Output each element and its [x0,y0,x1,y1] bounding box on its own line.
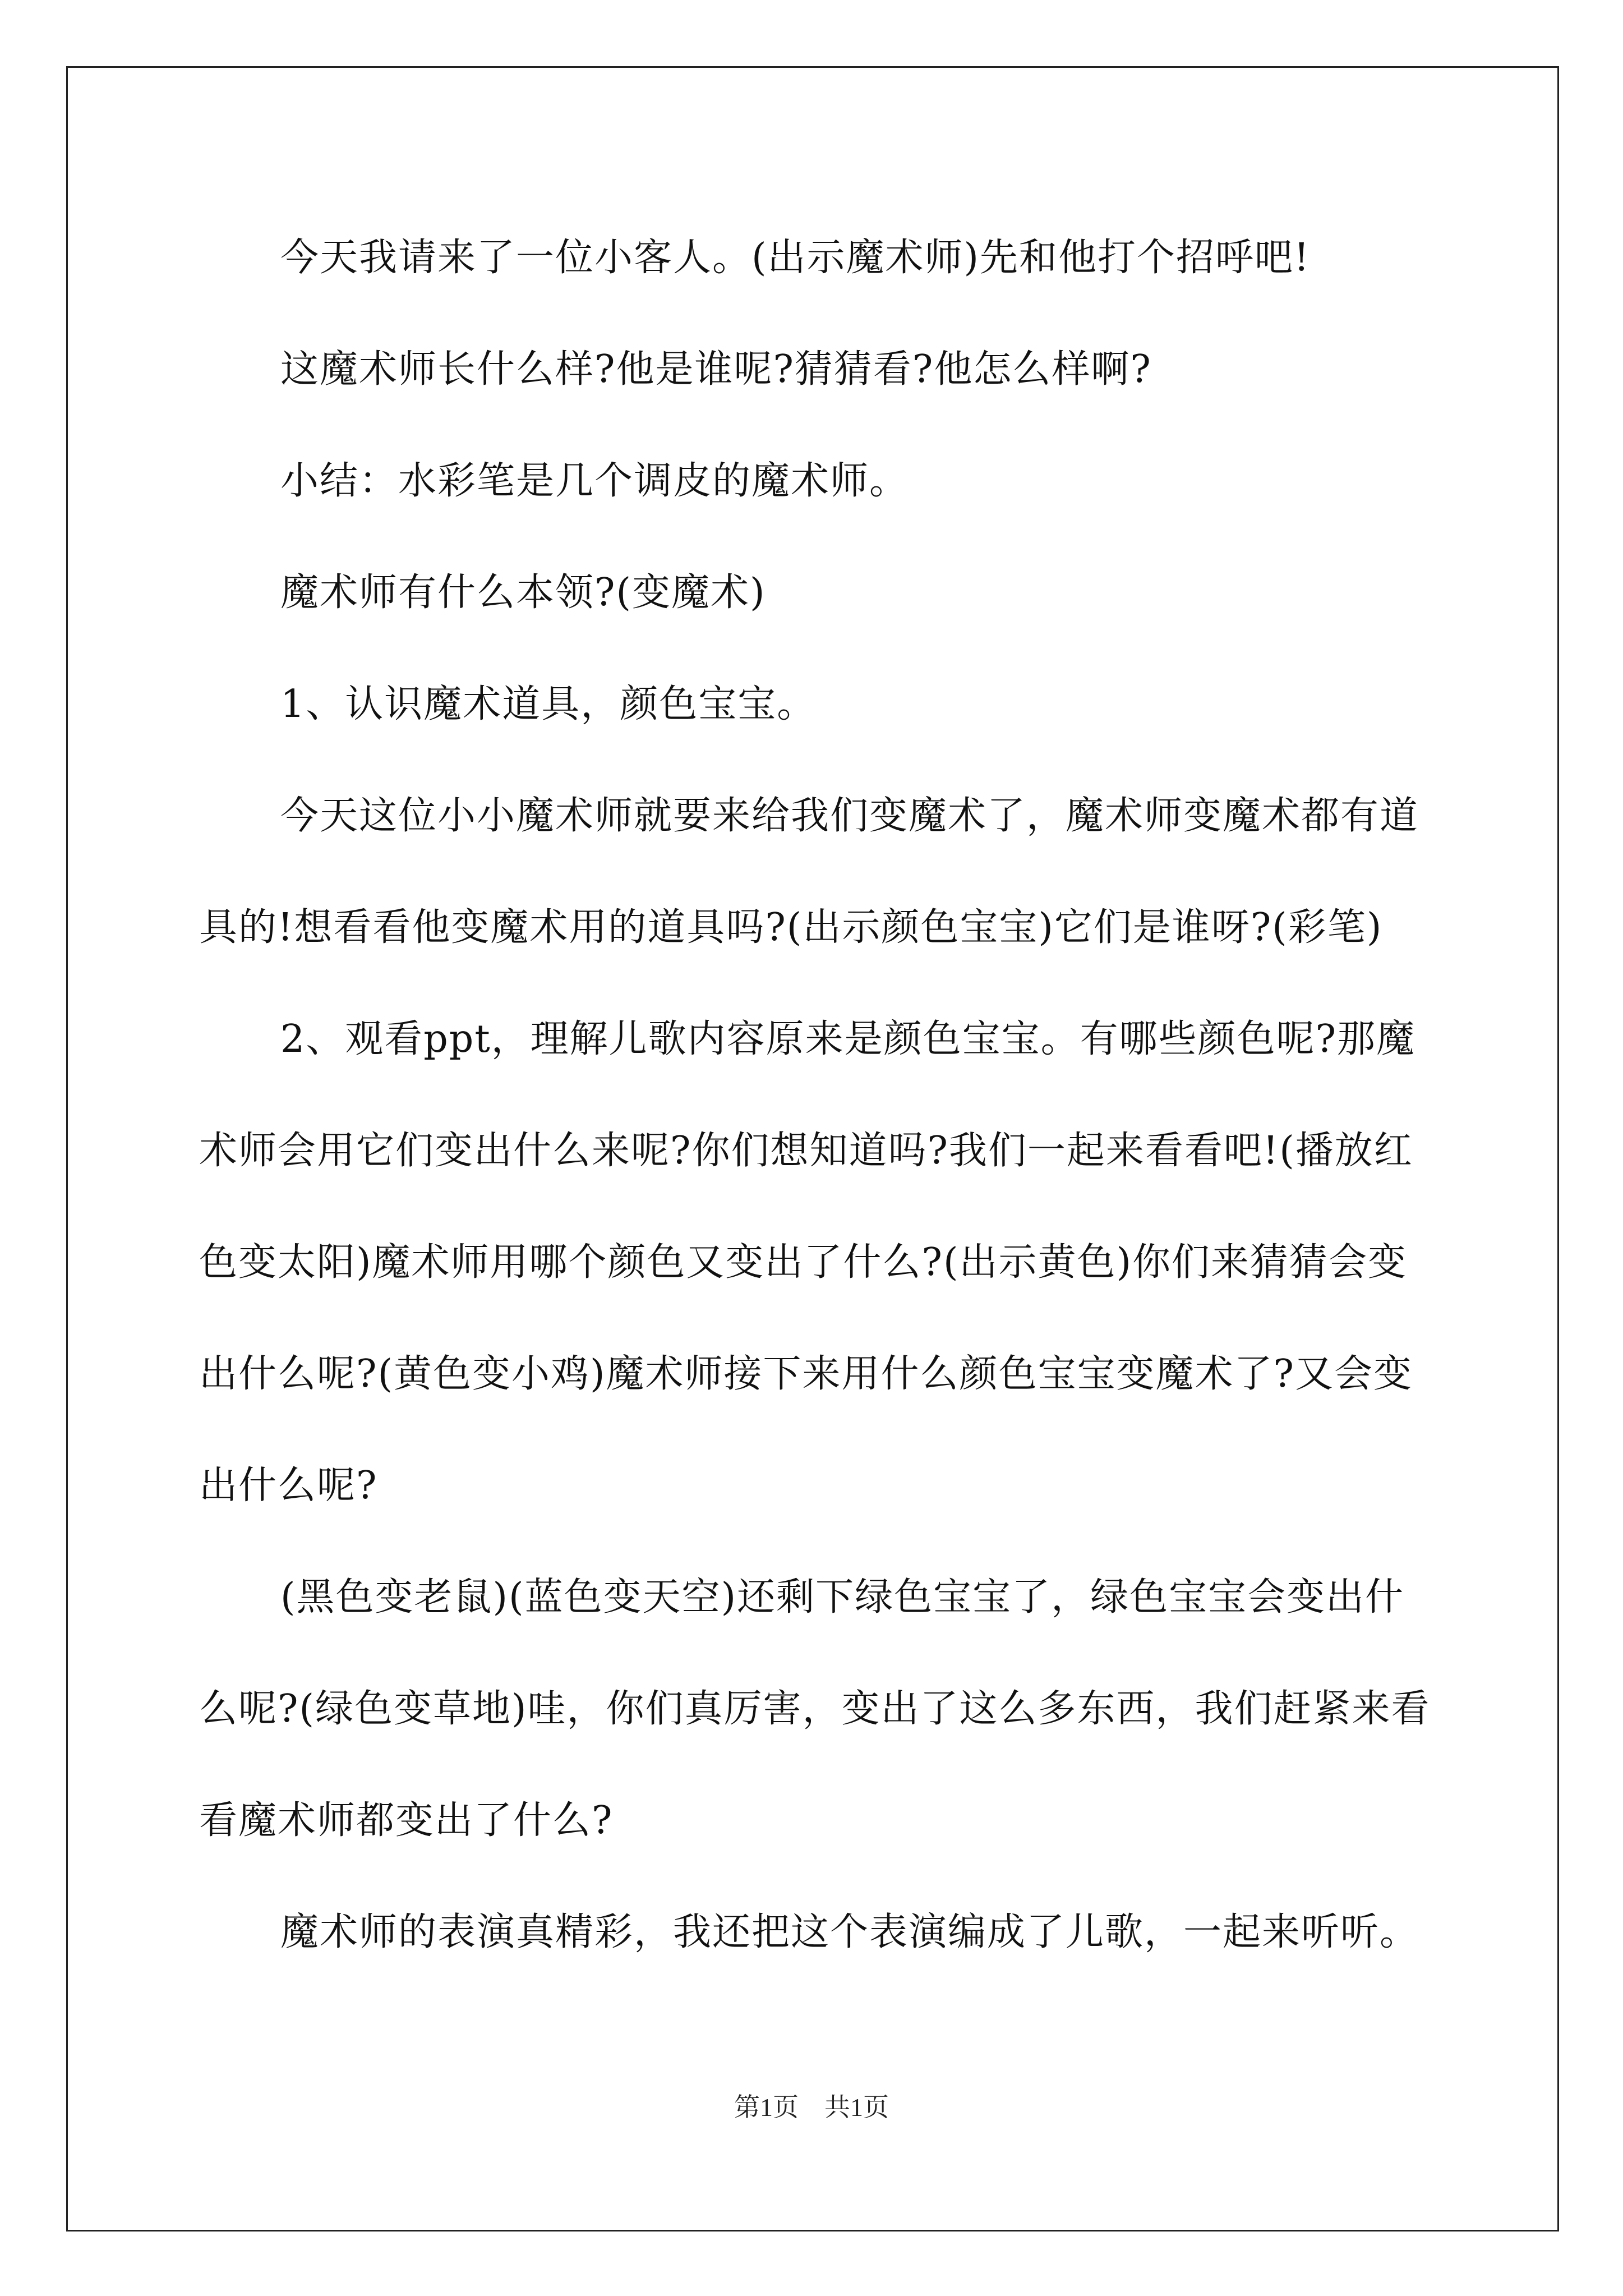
paragraph: (黑色变老鼠)(蓝色变天空)还剩下绿色宝宝了，绿色宝宝会变出什么呢?(绿色变草地)哇，你们真厉害，变出了这么多东西，我们赶紧来看看魔术师都变出了什么? [199,1575,1431,1843]
page-number-footer: 第1页 共1页 [734,2093,889,2122]
document-body [199,202,1433,1988]
paragraph: 1、认识魔术道具，颜色宝宝。 [280,682,817,726]
paragraph: 小结：水彩笔是几个调皮的魔术师。 [280,459,909,503]
paragraph: 这魔术师长什么样?他是谁呢?猜猜看?他怎么样啊? [280,347,1152,392]
paragraph: 2、观看ppt，理解儿歌内容原来是颜色宝宝。有哪些颜色呢?那魔术师会用它们变出什么来呢?你们想知道吗?我们一起来看看吧!(播放红色变太阳)魔术师用哪个颜色又变出了什么?(出示黄色)你们来猜猜会变出什么呢?(黄色变小鸡)魔术师接下来用什么颜色宝宝变魔术了?又会变出什么呢? [199,1017,1416,1508]
paragraph: 今天我请来了一位小客人。(出示魔术师)先和他打个招呼吧! [280,236,1311,280]
paragraph: 魔术师有什么本领?(变魔术) [280,570,766,615]
paragraph: 魔术师的表演真精彩，我还把这个表演编成了儿歌，一起来听听。 [280,1910,1419,1954]
paragraph: 今天这位小小魔术师就要来给我们变魔术了，魔术师变魔术都有道具的!想看看他变魔术用的道具吗?(出示颜色宝宝)它们是谁呀?(彩笔) [199,794,1419,950]
